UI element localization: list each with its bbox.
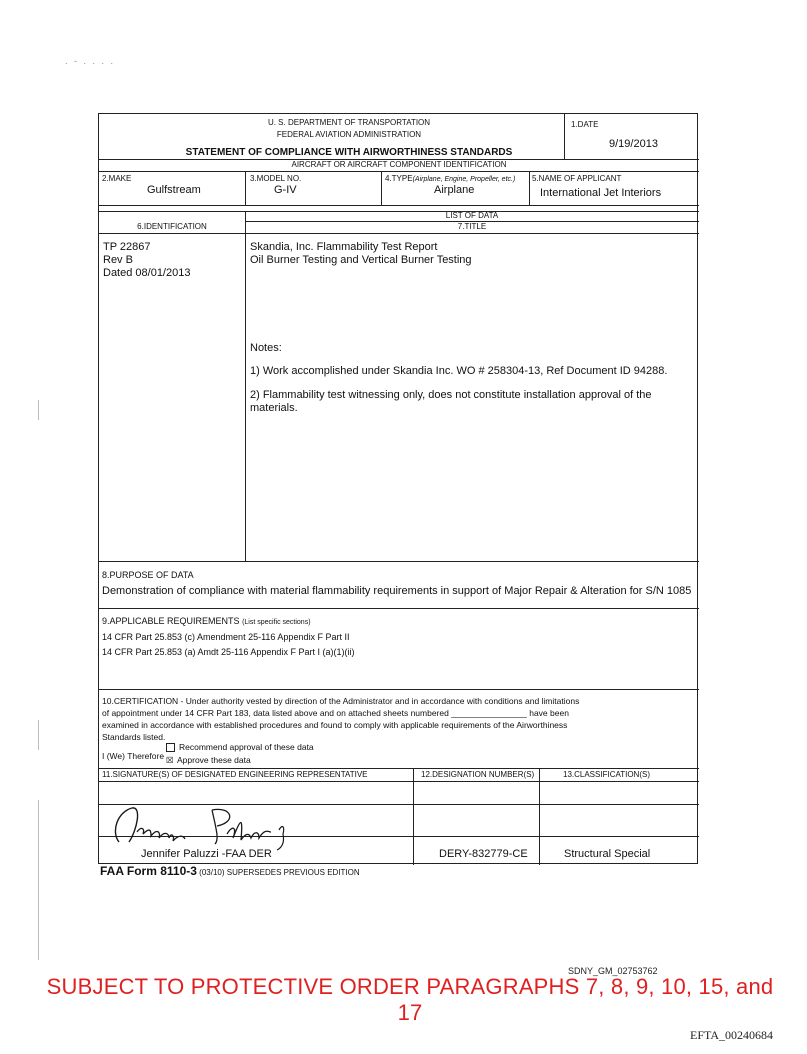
form-footer: FAA Form 8110-3 (03/10) SUPERSEDES PREVIOUS EDITION [100,864,360,878]
requirement-line: 14 CFR Part 25.853 (c) Amendment 25-116 Appendix F Part II [102,632,350,642]
model-label: 3.MODEL NO. [250,174,302,183]
identification-line: Dated 08/01/2013 [103,267,191,279]
requirement-line: 14 CFR Part 25.853 (a) Amdt 25-116 Appendix F Part I (a)(1)(ii) [102,647,355,657]
option-approve: ☒ Approve these data [166,755,251,765]
efta-number: EFTA_00240684 [690,1028,774,1042]
designation-number: DERY-832779-CE [439,848,528,860]
notes-label: Notes: [250,342,282,354]
purpose-label: 8.PURPOSE OF DATA [102,570,194,580]
scan-edge-mark [38,400,39,420]
checkbox-marked-icon: ☒ [166,755,174,765]
designation-label: 12.DESIGNATION NUMBER(S) [421,770,535,779]
classification-value: Structural Special [564,848,651,860]
title-label: 7.TITLE [457,222,487,231]
signer-printed-name: Jennifer Paluzzi -FAA DER [141,848,272,860]
date-value: 9/19/2013 [609,138,658,150]
date-label: 1.DATE [571,120,599,129]
option-recommend: Recommend approval of these data [166,742,314,752]
scan-edge-mark [38,800,39,960]
note-2-cont: materials. [250,402,298,414]
faa-form-8110-3 [98,113,698,864]
administration-name: FEDERAL AVIATION ADMINISTRATION [276,130,422,139]
therefore-label: I (We) Therefore [102,751,165,761]
certification-line: examined in accordance with established procedures and found to comply with applicable requirements of the Airworthiness [102,720,568,730]
protective-order-notice: SUBJECT TO PROTECTIVE ORDER PARAGRAPHS 7, 8, 9, 10, 15, and 17 [46,974,774,1025]
make-value: Gulfstream [147,184,201,196]
handwritten-signature [107,802,307,852]
identification-line: Rev B [103,254,133,266]
bates-number: SDNY_GM_02753762 [568,966,658,976]
requirements-label: 9.APPLICABLE REQUIREMENTS (List specific sections) [102,616,311,626]
note-2: 2) Flammability test witnessing only, does not constitute installation approval of the [250,389,652,401]
make-label: 2.MAKE [102,174,132,183]
certification-line: of appointment under 14 CFR Part 183, data listed above and on attached sheets numbered ________________ have been [102,708,569,718]
type-label: 4.TYPE(Airplane, Engine, Propeller, etc.) [385,174,516,183]
model-value: G-IV [274,184,297,196]
identification-label: 6.IDENTIFICATION [137,222,207,231]
identification-section-title: AIRCRAFT OR AIRCRAFT COMPONENT IDENTIFICATION [291,160,507,169]
identification-line: TP 22867 [103,241,151,253]
purpose-text: Demonstration of compliance with material flammability requirements in support of Major Repair & Alteration for S/N 1085 [102,585,692,597]
form-title: STATEMENT OF COMPLIANCE WITH AIRWORTHINESS STANDARDS [185,147,513,158]
title-line: Skandia, Inc. Flammability Test Report [250,241,438,253]
title-line: Oil Burner Testing and Vertical Burner Testing [250,254,472,266]
checkbox-empty-icon [166,743,175,752]
certification-line: 10.CERTIFICATION - Under authority vested by direction of the Administrator and in accordance with conditions and limitations [102,696,580,706]
type-value: Airplane [434,184,475,196]
department-name: U. S. DEPARTMENT OF TRANSPORTATION [267,118,431,127]
scan-artifact: . - . . . . [65,56,116,66]
signature-label: 11.SIGNATURE(S) OF DESIGNATED ENGINEERING REPRESENTATIVE [102,770,368,779]
list-of-data-title: LIST OF DATA [445,211,499,220]
note-1: 1) Work accomplished under Skandia Inc. WO # 258304-13, Ref Document ID 94288. [250,365,668,377]
scan-edge-mark [38,720,39,750]
classification-label: 13.CLASSIFICATION(S) [563,770,650,779]
applicant-label: 5.NAME OF APPLICANT [532,174,622,183]
applicant-value: International Jet Interiors [540,187,662,199]
certification-line: Standards listed. [102,732,166,742]
